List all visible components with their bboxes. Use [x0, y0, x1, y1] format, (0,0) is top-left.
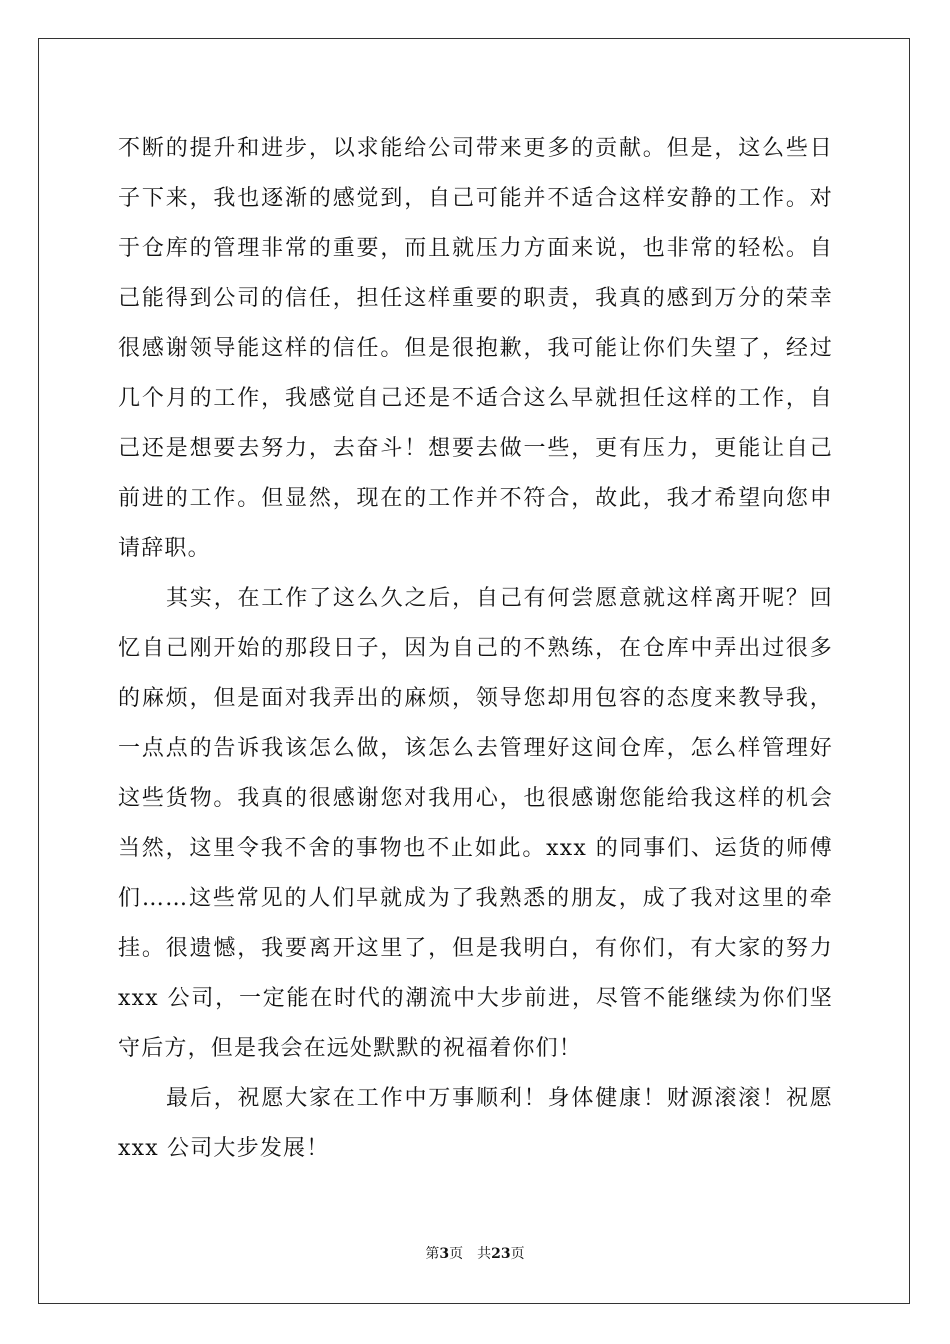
page-number-footer: [0, 1244, 950, 1264]
text-line: 于仓库的管理非常的重要，而且就压力方面来说，也非常的轻松。自: [118, 236, 833, 261]
text-line: 很感谢领导能这样的信任。但是很抱歉，我可能让你们失望了，经过: [118, 336, 833, 361]
paragraph-first-line: 最后，祝愿大家在工作中万事顺利！身体健康！财源滚滚！祝愿: [166, 1086, 833, 1111]
page-prefix: 第: [425, 1246, 440, 1262]
text-line: 不断的提升和进步，以求能给公司带来更多的贡献。但是，这么些日: [118, 136, 833, 161]
total-page-count: 23: [491, 1246, 511, 1262]
text-line: xxx 公司大步发展！: [118, 1136, 330, 1161]
total-prefix: 共: [477, 1246, 492, 1262]
text-line: 守后方，但是我会在远处默默的祝福着你们！: [118, 1036, 583, 1061]
text-line: 一点点的告诉我该怎么做，该怎么去管理好这间仓库，怎么样管理好: [118, 736, 833, 761]
text-line: 己还是想要去努力，去奋斗！想要去做一些，更有压力，更能让自己: [118, 436, 833, 461]
text-line: 请辞职。: [118, 536, 211, 561]
text-line: 们……这些常见的人们早就成为了我熟悉的朋友，成了我对这里的牵: [118, 886, 833, 911]
document-body: [118, 124, 833, 1174]
text-line: 的麻烦，但是面对我弄出的麻烦，领导您却用包容的态度来教导我，: [118, 686, 833, 711]
total-suffix: 页: [510, 1246, 525, 1262]
text-line: 这些货物。我真的很感谢您对我用心，也很感谢您能给我这样的机会: [118, 786, 833, 811]
text-line: 挂。很遗憾，我要离开这里了，但是我明白，有你们，有大家的努力: [118, 936, 833, 961]
page-suffix: 页: [449, 1246, 464, 1262]
current-page-number: 3: [439, 1246, 450, 1262]
text-line: 前进的工作。但显然，现在的工作并不符合，故此，我才希望向您申: [118, 486, 833, 511]
text-line: 当然，这里令我不舍的事物也不止如此。xxx 的同事们、运货的师傅: [118, 836, 833, 861]
text-line: 己能得到公司的信任，担任这样重要的职责，我真的感到万分的荣幸: [118, 286, 833, 311]
text-line: 忆自己刚开始的那段日子，因为自己的不熟练，在仓库中弄出过很多: [118, 636, 833, 661]
text-line: 几个月的工作，我感觉自己还是不适合这么早就担任这样的工作，自: [118, 386, 833, 411]
paragraph-first-line: 其实，在工作了这么久之后，自己有何尝愿意就这样离开呢？回: [166, 586, 833, 611]
text-line: xxx 公司，一定能在时代的潮流中大步前进，尽管不能继续为你们坚: [118, 986, 833, 1011]
text-line: 子下来，我也逐渐的感觉到，自己可能并不适合这样安静的工作。对: [118, 186, 833, 211]
